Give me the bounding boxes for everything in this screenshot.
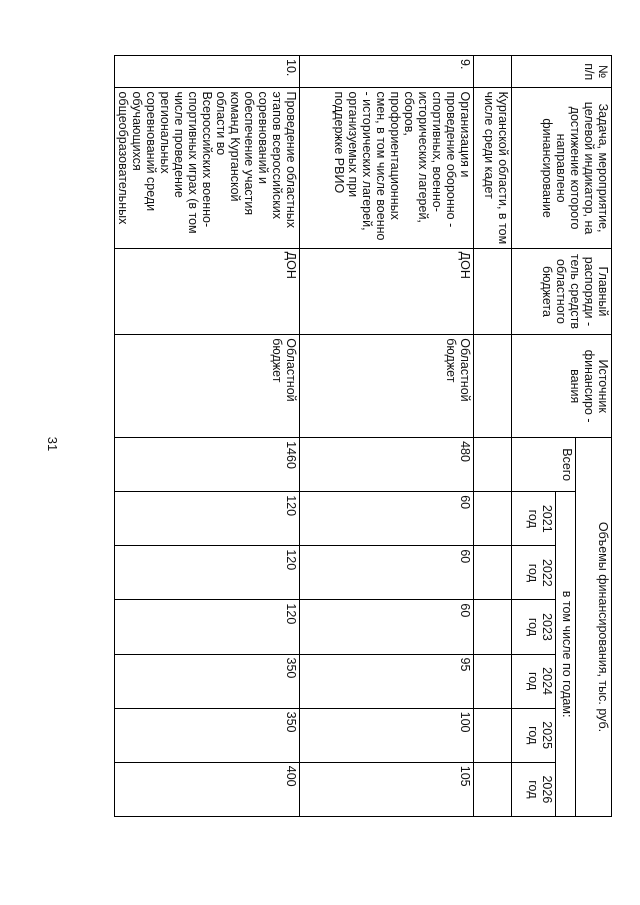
row-value: 95 [300,654,474,708]
row-num: 10. [115,56,300,88]
table-row [115,56,300,817]
row-value [474,708,512,762]
row-value [474,762,512,816]
row-source: Областной бюджет [115,335,300,438]
header-total: Всего [512,438,576,492]
header-year: 2021 год [512,492,556,546]
header-funding: Объемы финансирования, тыс. руб. [576,438,612,817]
row-value: 105 [300,762,474,816]
header-manager: Главный распоряди - тель средств областного бюджета [512,248,612,335]
row-source [474,335,512,438]
table-row [300,56,474,817]
row-num: 9. [300,56,474,88]
row-total: 480 [300,438,474,492]
row-value: 350 [115,708,300,762]
header-year: 2024 год [512,654,556,708]
row-value [474,546,512,600]
row-value: 350 [115,654,300,708]
row-value: 120 [115,546,300,600]
row-value [474,654,512,708]
row-value [474,600,512,654]
page-number: 31 [45,436,60,452]
row-manager: ДОН [300,248,474,335]
header-year: 2022 год [512,546,556,600]
header-task: Задача, мероприятие, целевой индикатор, на достижение которого направлено финансирование [512,88,612,248]
header-year: 2023 год [512,600,556,654]
row-value: 60 [300,600,474,654]
row-value: 60 [300,492,474,546]
row-total: 1460 [115,438,300,492]
table-row [474,56,512,817]
row-source: Областной бюджет [300,335,474,438]
row-value: 60 [300,546,474,600]
row-task: Проведение областных этапов всероссийских соревнований и обеспечение участия команд Курганской области во Всероссийских военно-спортивных играх (в том числе проведение региональных соревнований среди обучающихся общеобразовательных [115,88,300,248]
header-row-1 [576,56,612,817]
row-value: 120 [115,492,300,546]
rotated-page-content [54,55,612,817]
row-value: 400 [115,762,300,816]
row-manager [474,248,512,335]
header-num: № п/п [512,56,612,88]
row-total [474,438,512,492]
row-value [474,492,512,546]
row-value: 100 [300,708,474,762]
funding-table [114,55,612,817]
row-task: Курганской области, в том числе среди кадет [474,88,512,248]
row-value: 120 [115,600,300,654]
header-year: 2025 год [512,708,556,762]
header-by-years: в том числе по годам: [556,492,576,817]
row-task: Организация и проведение оборонно - спортивных, военно-исторических лагерей, сборов, профориентационных смен, в том числе военно - исторических лагерей, организуемых при поддержке РВИО [300,88,474,248]
header-source: Источник финансиро - вания [512,335,612,438]
row-manager: ДОН [115,248,300,335]
header-year: 2026 год [512,762,556,816]
row-num [474,56,512,88]
